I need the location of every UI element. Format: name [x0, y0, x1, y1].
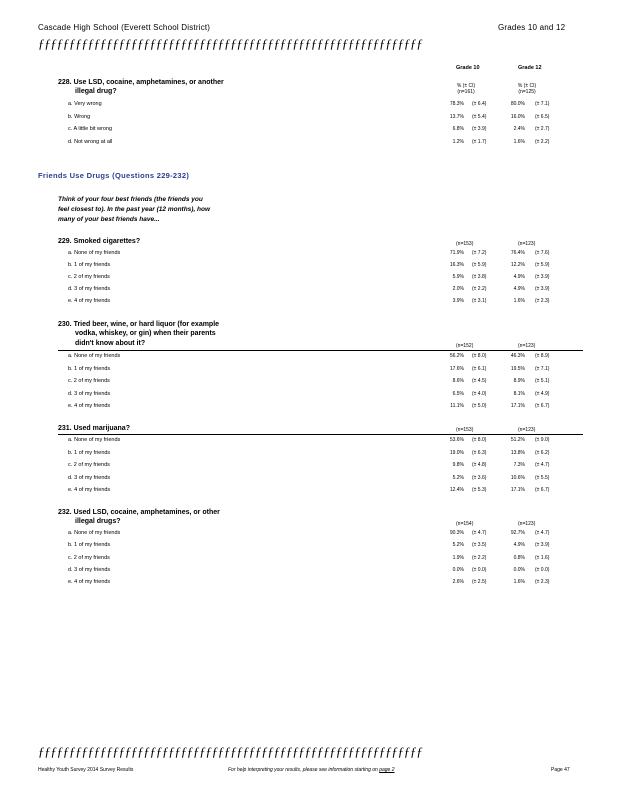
- grade12-percent: 17.1%: [510, 403, 525, 409]
- grade10-percent: 5.2%: [452, 542, 464, 548]
- grade10-percent: 11.1%: [450, 403, 464, 409]
- grade10-ci: (± 4.0): [472, 391, 487, 397]
- grade10-ci: (± 6.3): [472, 450, 487, 456]
- intro-line1: Think of your four best friends (the friends you: [58, 196, 203, 203]
- q231-divider: [58, 434, 583, 435]
- option-label: c. 2 of my friends: [68, 378, 110, 384]
- grade10-ci: (± 7.2): [472, 250, 487, 256]
- grade10-percent: 90.3%: [449, 530, 464, 536]
- grade12-ci: (± 6.2): [535, 450, 550, 456]
- grade12-ci: (± 7.1): [535, 101, 550, 107]
- grade10-percent: 17.6%: [449, 366, 464, 372]
- grade12-percent: 1.6%: [513, 298, 525, 304]
- grade12-ci: (± 0.0): [535, 567, 550, 573]
- grade10-percent: 8.6%: [452, 378, 464, 384]
- q230-n12: (n=123): [518, 343, 536, 349]
- grade10-ci: (± 2.2): [472, 555, 487, 561]
- grade12-percent: 4.9%: [513, 286, 525, 292]
- grade10-percent: 5.2%: [452, 475, 464, 481]
- n-label-12: (n=125): [518, 89, 536, 95]
- grade12-ci: (± 7.1): [535, 366, 550, 372]
- grade12-percent: 51.2%: [510, 437, 525, 443]
- q231-n10: (n=153): [456, 427, 474, 433]
- grade10-ci: (± 2.5): [472, 579, 487, 585]
- footer-page-number: Page 47: [551, 767, 570, 773]
- footer-page-link[interactable]: page 2: [379, 767, 395, 773]
- grade10-ci: (± 8.0): [472, 437, 487, 443]
- grade12-percent: 0.8%: [513, 555, 525, 561]
- q231-title: 231. Used marijuana?: [58, 425, 130, 432]
- q230-title-line3: didn't know about it?: [75, 340, 146, 347]
- header-rule: ƒƒƒƒƒƒƒƒƒƒƒƒƒƒƒƒƒƒƒƒƒƒƒƒƒƒƒƒƒƒƒƒƒƒƒƒƒƒƒƒƒƒƒƒƒƒƒƒƒƒƒƒƒƒƒƒƒƒƒƒƒƒ: [38, 36, 423, 51]
- grade12-percent: 80.0%: [510, 101, 525, 107]
- q232-title-line2: illegal drugs?: [75, 518, 121, 525]
- grade10-ci: (± 5.3): [472, 487, 487, 493]
- option-label: e. 4 of my friends: [68, 487, 111, 493]
- grade10-ci: (± 1.7): [472, 139, 487, 145]
- grade12-percent: 92.7%: [510, 530, 525, 536]
- grade10-ci: (± 8.0): [472, 353, 487, 359]
- q230-n10: (n=152): [456, 343, 474, 349]
- section-title: Friends Use Drugs (Questions 229-232): [38, 171, 190, 180]
- grade10-ci: (± 5.0): [472, 403, 487, 409]
- q232-n10: (n=154): [456, 521, 474, 527]
- option-label: a. Very wrong: [68, 101, 102, 107]
- option-label: d. 3 of my friends: [68, 475, 111, 481]
- grade10-ci: (± 4.5): [472, 378, 487, 384]
- option-label: a. None of my friends: [68, 530, 121, 536]
- q229-n12: (n=123): [518, 241, 536, 247]
- footer-help: [228, 767, 395, 773]
- pct-label-10: % (± CI): [456, 83, 476, 89]
- grade10-ci: (± 3.5): [472, 542, 487, 548]
- grade12-header: Grade 12: [518, 65, 542, 71]
- grade10-ci: (± 6.4): [472, 101, 487, 107]
- footer-help-text: For help interpreting your results, please see information starting on: [228, 767, 378, 773]
- option-label: e. 4 of my friends: [68, 298, 111, 304]
- grade12-percent: 8.1%: [513, 391, 525, 397]
- option-label: b. 1 of my friends: [68, 366, 111, 372]
- grade12-ci: (± 5.5): [535, 475, 550, 481]
- grade12-ci: (± 3.9): [535, 274, 550, 280]
- pct-ci-header-12: [507, 83, 547, 95]
- option-label: d. 3 of my friends: [68, 286, 111, 292]
- option-label: c. A little bit wrong: [68, 126, 113, 132]
- option-label: d. 3 of my friends: [68, 391, 111, 397]
- option-label: b. 1 of my friends: [68, 262, 111, 268]
- grade12-percent: 1.6%: [513, 139, 525, 145]
- grade10-ci: (± 3.8): [472, 274, 487, 280]
- grade12-ci: (± 4.7): [535, 462, 550, 468]
- grade10-percent: 16.3%: [449, 262, 464, 268]
- grade10-ci: (± 5.9): [472, 262, 487, 268]
- intro-line2: feel closest to). In the past year (12 months), how: [58, 206, 211, 213]
- option-label: b. 1 of my friends: [68, 542, 111, 548]
- grade12-percent: 76.4%: [510, 250, 525, 256]
- q228-title-line2: illegal drug?: [75, 88, 117, 95]
- option-label: a. None of my friends: [68, 437, 121, 443]
- grade10-percent: 2.0%: [452, 286, 464, 292]
- grade12-percent: 2.4%: [513, 126, 525, 132]
- grade12-ci: (± 2.3): [535, 298, 550, 304]
- intro-line3: many of your best friends have...: [58, 216, 160, 223]
- option-label: d. Not wrong at all: [68, 139, 113, 145]
- grade10-percent: 6.5%: [452, 391, 464, 397]
- option-label: e. 4 of my friends: [68, 579, 111, 585]
- grade10-percent: 3.9%: [452, 298, 464, 304]
- grade10-percent: 1.9%: [452, 555, 464, 561]
- q230-divider: [58, 350, 583, 351]
- grade10-percent: 0.0%: [452, 567, 464, 573]
- n-label-10: (n=161): [457, 89, 475, 95]
- option-label: c. 2 of my friends: [68, 555, 110, 561]
- footer-rule: ƒƒƒƒƒƒƒƒƒƒƒƒƒƒƒƒƒƒƒƒƒƒƒƒƒƒƒƒƒƒƒƒƒƒƒƒƒƒƒƒƒƒƒƒƒƒƒƒƒƒƒƒƒƒƒƒƒƒƒƒƒƒ: [38, 744, 423, 759]
- grade12-percent: 7.3%: [513, 462, 525, 468]
- grade10-percent: 2.6%: [452, 579, 464, 585]
- pct-label-12: % (± CI): [517, 83, 537, 89]
- q229-title: 229. Smoked cigarettes?: [58, 238, 141, 245]
- grade10-ci: (± 4.8): [472, 462, 487, 468]
- grade12-ci: (± 6.5): [535, 114, 550, 120]
- grade12-ci: (± 9.0): [535, 437, 550, 443]
- q232-n12: (n=123): [518, 521, 536, 527]
- grade10-percent: 9.8%: [452, 462, 464, 468]
- grade12-ci: (± 4.9): [535, 391, 550, 397]
- grade12-percent: 4.9%: [513, 542, 525, 548]
- grade10-percent: 12.4%: [449, 487, 464, 493]
- grade12-ci: (± 3.9): [535, 286, 550, 292]
- option-label: c. 2 of my friends: [68, 274, 110, 280]
- q228-title-line1: 228. Use LSD, cocaine, amphetamines, or another: [58, 79, 224, 86]
- grade10-percent: 1.2%: [452, 139, 464, 145]
- grade12-ci: (± 3.9): [535, 542, 550, 548]
- grade12-ci: (± 2.2): [535, 139, 550, 145]
- grade10-ci: (± 3.6): [472, 475, 487, 481]
- grade12-percent: 4.9%: [513, 274, 525, 280]
- option-label: b. 1 of my friends: [68, 450, 111, 456]
- grade12-percent: 0.0%: [513, 567, 525, 573]
- grade10-percent: 5.9%: [452, 274, 464, 280]
- q229-n10: (n=153): [456, 241, 474, 247]
- grade12-ci: (± 5.9): [535, 262, 550, 268]
- grade12-percent: 17.1%: [510, 487, 525, 493]
- grade12-percent: 46.3%: [510, 353, 525, 359]
- header-school: Cascade High School (Everett School District): [38, 23, 211, 32]
- grade12-percent: 12.2%: [510, 262, 525, 268]
- grade10-percent: 71.9%: [449, 250, 464, 256]
- option-label: b. Wrong: [68, 114, 91, 120]
- grade12-ci: (± 5.1): [535, 378, 550, 384]
- grade10-percent: 13.7%: [449, 114, 464, 120]
- grade12-percent: 16.0%: [510, 114, 525, 120]
- grade10-percent: 56.2%: [449, 353, 464, 359]
- grade10-ci: (± 5.4): [472, 114, 487, 120]
- grade10-percent: 19.0%: [449, 450, 464, 456]
- pct-ci-header-10: [446, 83, 486, 95]
- option-label: d. 3 of my friends: [68, 567, 111, 573]
- footer-survey: Healthy Youth Survey 2014 Survey Results: [38, 767, 134, 773]
- grade12-ci: (± 6.7): [535, 487, 550, 493]
- q230-title-line1: 230. Tried beer, wine, or hard liquor (for example: [58, 321, 220, 328]
- option-label: e. 4 of my friends: [68, 403, 111, 409]
- grade12-percent: 8.9%: [513, 378, 525, 384]
- grade12-ci: (± 7.6): [535, 250, 550, 256]
- grade12-ci: (± 8.9): [535, 353, 550, 359]
- grade12-ci: (± 2.7): [535, 126, 550, 132]
- grade12-percent: 19.5%: [510, 366, 525, 372]
- grade12-percent: 1.6%: [513, 579, 525, 585]
- grade10-ci: (± 6.1): [472, 366, 487, 372]
- grade10-ci: (± 0.0): [472, 567, 487, 573]
- grade10-header: Grade 10: [456, 65, 480, 71]
- grade12-percent: 13.8%: [510, 450, 525, 456]
- grade10-ci: (± 4.7): [472, 530, 487, 536]
- grade10-percent: 53.6%: [449, 437, 464, 443]
- grade12-ci: (± 1.6): [535, 555, 550, 561]
- option-label: c. 2 of my friends: [68, 462, 110, 468]
- q231-n12: (n=123): [518, 427, 536, 433]
- grade10-ci: (± 3.1): [472, 298, 487, 304]
- grade12-ci: (± 4.7): [535, 530, 550, 536]
- grade10-ci: (± 3.9): [472, 126, 487, 132]
- grade12-percent: 10.6%: [510, 475, 525, 481]
- header-grades: Grades 10 and 12: [498, 23, 566, 32]
- option-label: a. None of my friends: [68, 353, 121, 359]
- grade10-ci: (± 2.2): [472, 286, 487, 292]
- q230-title-line2: vodka, whiskey, or gin) when their parents: [75, 330, 216, 337]
- grade12-ci: (± 2.3): [535, 579, 550, 585]
- option-label: a. None of my friends: [68, 250, 121, 256]
- q232-title-line1: 232. Used LSD, cocaine, amphetamines, or other: [58, 509, 220, 516]
- grade10-percent: 6.8%: [452, 126, 464, 132]
- grade12-ci: (± 6.7): [535, 403, 550, 409]
- grade10-percent: 78.3%: [449, 101, 464, 107]
